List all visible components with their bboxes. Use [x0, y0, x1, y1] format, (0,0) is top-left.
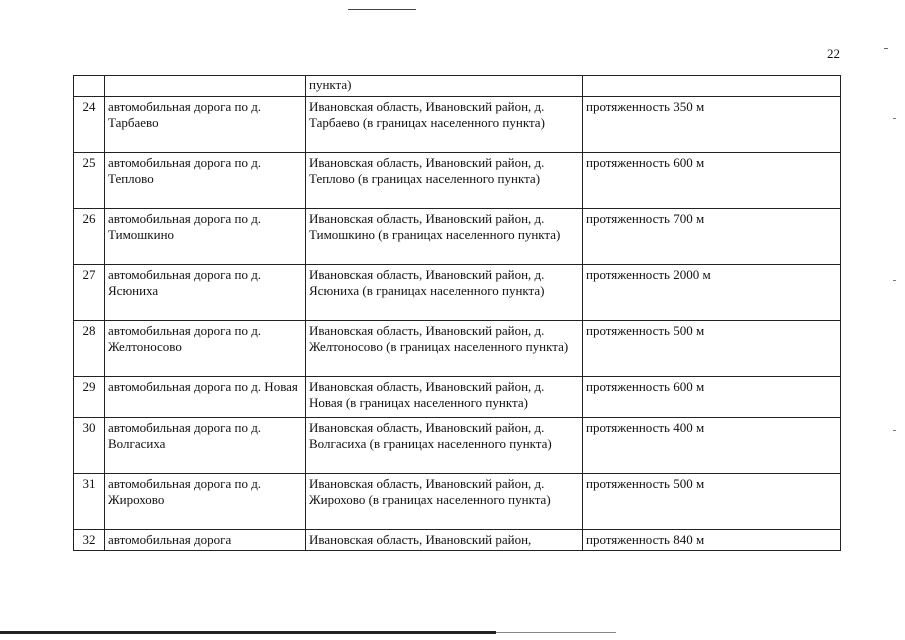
table-row	[74, 418, 841, 474]
table-row	[74, 377, 841, 418]
cell-num: 24	[74, 97, 105, 153]
cell-name: автомобильная дорога по д. Волгасиха	[105, 418, 306, 474]
cell-location: Ивановская область, Ивановский район, д. Теплово (в границах населенного пункта)	[306, 153, 583, 209]
cell-location: Ивановская область, Ивановский район, д. Жирохово (в границах населенного пункта)	[306, 474, 583, 530]
edge-scan-mark	[893, 118, 896, 119]
cell-num: 27	[74, 265, 105, 321]
cell-description: протяженность 2000 м	[583, 265, 841, 321]
table-row-continuation	[74, 76, 841, 97]
cell-description	[583, 76, 841, 97]
edge-scan-mark	[893, 430, 896, 431]
cell-location: Ивановская область, Ивановский район, д. Волгасиха (в границах населенного пункта)	[306, 418, 583, 474]
margin-dash-mark	[884, 48, 888, 49]
cell-location: Ивановская область, Ивановский район, д. Тимошкино (в границах населенного пункта)	[306, 209, 583, 265]
cell-location: Ивановская область, Ивановский район,	[306, 530, 583, 551]
header-rule	[348, 9, 416, 10]
cell-description: протяженность 840 м	[583, 530, 841, 551]
cell-description: протяженность 700 м	[583, 209, 841, 265]
scan-edge-line	[496, 632, 616, 633]
cell-location: Ивановская область, Ивановский район, д. Новая (в границах населенного пункта)	[306, 377, 583, 418]
cell-location: Ивановская область, Ивановский район, д. Ясюниха (в границах населенного пункта)	[306, 265, 583, 321]
cell-name: автомобильная дорога по д. Жирохово	[105, 474, 306, 530]
cell-location: Ивановская область, Ивановский район, д. Желтоносово (в границах населенного пункта)	[306, 321, 583, 377]
cell-description: протяженность 500 м	[583, 321, 841, 377]
cell-name: автомобильная дорога по д. Тарбаево	[105, 97, 306, 153]
cell-description: протяженность 400 м	[583, 418, 841, 474]
cell-num: 26	[74, 209, 105, 265]
cell-name: автомобильная дорога	[105, 530, 306, 551]
table-row	[74, 530, 841, 551]
cell-description: протяженность 600 м	[583, 153, 841, 209]
cell-location: пункта)	[306, 76, 583, 97]
table-row	[74, 321, 841, 377]
cell-description: протяженность 350 м	[583, 97, 841, 153]
cell-name: автомобильная дорога по д. Желтоносово	[105, 321, 306, 377]
roads-table	[73, 75, 841, 551]
edge-scan-mark	[893, 280, 896, 281]
cell-name: автомобильная дорога по д. Новая	[105, 377, 306, 418]
cell-description: протяженность 500 м	[583, 474, 841, 530]
page-number: 22	[827, 46, 840, 61]
cell-num: 31	[74, 474, 105, 530]
cell-num: 25	[74, 153, 105, 209]
table-row	[74, 97, 841, 153]
cell-description: протяженность 600 м	[583, 377, 841, 418]
cell-name: автомобильная дорога по д. Ясюниха	[105, 265, 306, 321]
cell-num: 30	[74, 418, 105, 474]
cell-num: 32	[74, 530, 105, 551]
cell-name	[105, 76, 306, 97]
cell-num: 28	[74, 321, 105, 377]
cell-num	[74, 76, 105, 97]
cell-num: 29	[74, 377, 105, 418]
table-row	[74, 153, 841, 209]
table-row	[74, 209, 841, 265]
table-row	[74, 474, 841, 530]
cell-location: Ивановская область, Ивановский район, д. Тарбаево (в границах населенного пункта)	[306, 97, 583, 153]
scan-edge-bar	[0, 631, 496, 634]
table-row	[74, 265, 841, 321]
cell-name: автомобильная дорога по д. Теплово	[105, 153, 306, 209]
cell-name: автомобильная дорога по д. Тимошкино	[105, 209, 306, 265]
